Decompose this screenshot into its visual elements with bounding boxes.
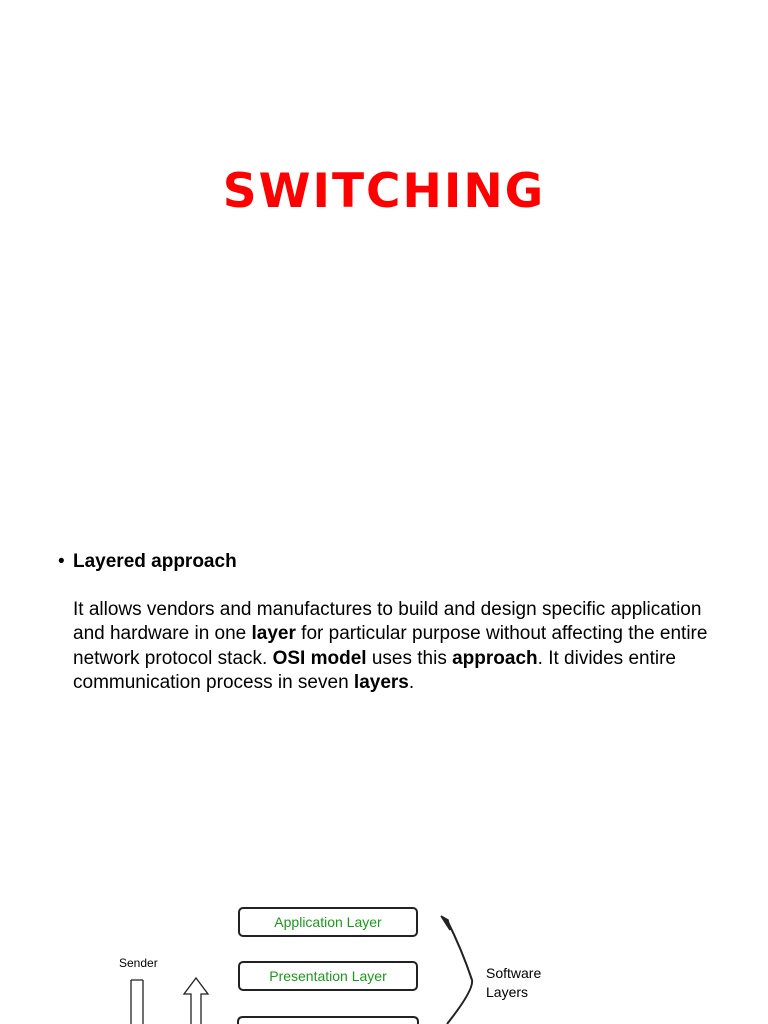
para-bold-layers: layers xyxy=(353,671,409,693)
software-brace-curve xyxy=(447,920,472,1024)
receiver-up-arrow xyxy=(184,978,208,1024)
software-layers-label xyxy=(486,964,541,1002)
para-bold-approach: approach xyxy=(452,647,538,669)
application-layer-box xyxy=(238,907,418,937)
third-layer-box-edge xyxy=(238,1017,418,1024)
software-label-line2: Layers xyxy=(486,984,529,1000)
sender-down-arrow xyxy=(131,980,143,1024)
osi-layer-diagram xyxy=(0,890,768,1024)
sender-label: Sender xyxy=(119,956,158,970)
software-brace-arrowhead xyxy=(441,916,450,930)
bullet-item xyxy=(58,550,237,574)
page-title: SWITCHING xyxy=(222,164,546,219)
presentation-layer-label: Presentation Layer xyxy=(269,968,387,984)
para-text-5: . xyxy=(408,671,415,693)
para-text-3: uses this xyxy=(366,647,453,669)
para-text-4: . It divides entire communication process in seven xyxy=(73,647,676,693)
application-layer-label: Application Layer xyxy=(274,914,382,930)
presentation-layer-box xyxy=(238,961,418,991)
software-label-line1: Software xyxy=(486,965,542,981)
para-text-1: It allows vendors and manufactures to build and design specific application and hardware in one xyxy=(73,599,702,645)
para-bold-layer: layer xyxy=(251,623,296,645)
bullet-heading: Layered approach xyxy=(73,551,237,572)
bullet-marker: • xyxy=(58,551,65,572)
body-paragraph xyxy=(73,598,733,695)
para-text-2: for particular purpose without affecting the entire network protocol stack. xyxy=(73,623,708,669)
para-bold-osi-model: OSI model xyxy=(272,647,367,669)
